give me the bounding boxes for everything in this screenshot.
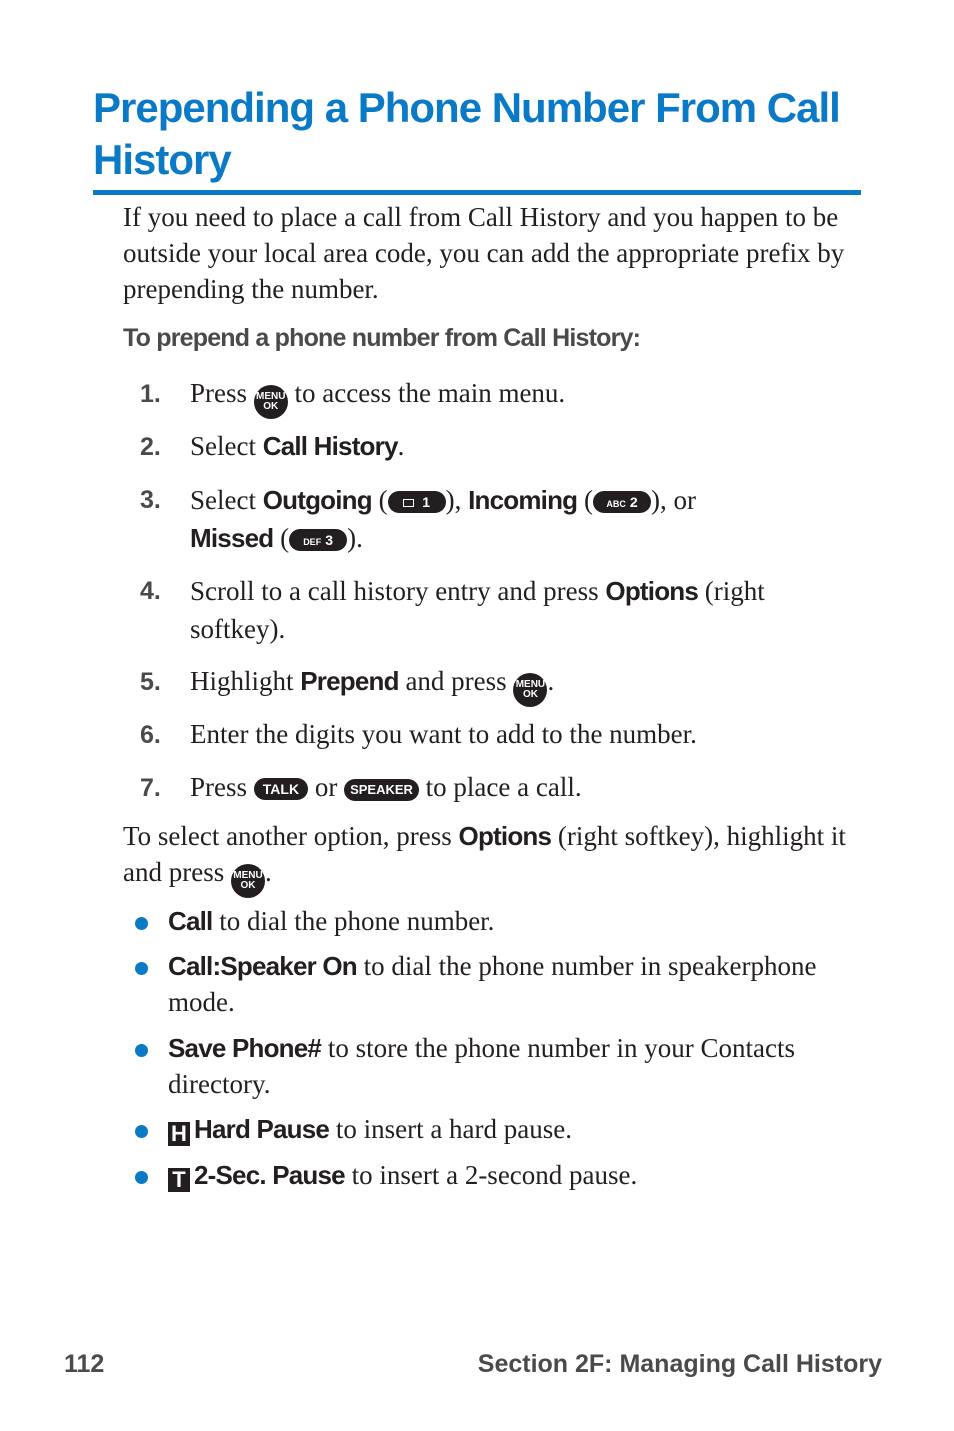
bullet-icon: [135, 962, 148, 975]
talk-key-icon: TALK: [254, 778, 308, 800]
step-text: [190, 375, 860, 419]
option-name: Call: [168, 906, 213, 936]
option-description: to insert a 2-second pause.: [351, 1160, 638, 1190]
step-text-post: to access the main menu.: [294, 378, 566, 408]
step-text-pre: Select: [190, 431, 256, 461]
bullet-icon: [135, 1171, 148, 1184]
bullet-icon: [135, 1044, 148, 1057]
step-text-pre: Press: [190, 378, 248, 408]
step-number: 4.: [140, 577, 161, 605]
step-text: Highlight Prepend and press MENU OK .: [190, 663, 860, 707]
step-text: Select Call History.: [190, 431, 405, 461]
step-number: 7.: [140, 774, 161, 802]
key-1-icon: 1: [388, 491, 446, 513]
bullet-icon: [135, 1125, 148, 1138]
menu-ok-key-icon: MENU OK: [254, 385, 288, 419]
timed-pause-t-icon: T: [168, 1168, 190, 1192]
option-name: Hard Pause: [194, 1114, 330, 1144]
option-name: 2-Sec. Pause: [194, 1160, 345, 1190]
menu-item-incoming: Incoming: [468, 485, 578, 515]
step-text: Scroll to a call history entry and press Options (right softkey).: [190, 576, 765, 644]
step-number: 1.: [140, 380, 161, 408]
step-number: 5.: [140, 668, 161, 696]
step-text: Select Outgoing ( 1 ), Incoming ( ABC 2 ), or Missed ( DEF 3 ).: [190, 485, 696, 553]
hard-pause-h-icon: H: [168, 1122, 190, 1146]
section-title: Section 2F: Managing Call History: [477, 1350, 882, 1378]
option-name: Save Phone#: [168, 1033, 322, 1063]
options-paragraph: To select another option, press Options (right softkey), highlight it and press MENU OK .: [123, 818, 863, 898]
step-text: Press TALK or SPEAKER to place a call.: [190, 772, 582, 802]
menu-item-call-history: Call History: [262, 431, 398, 461]
option-description: to insert a hard pause.: [335, 1114, 572, 1144]
option-description: to store the phone number in your Contacts directory.: [168, 1033, 795, 1099]
step-number: 6.: [140, 721, 161, 749]
key-3-icon: DEF 3: [289, 529, 347, 551]
procedure-heading: To prepend a phone number from Call History:: [123, 324, 641, 352]
key-2-icon: ABC 2: [593, 491, 651, 513]
menu-item-missed: Missed: [190, 523, 274, 553]
bullet-icon: [135, 917, 148, 930]
option-name: Call:Speaker On: [168, 951, 357, 981]
menu-ok-key-icon: MENU OK: [231, 864, 265, 898]
menu-ok-key-icon: MENU OK: [513, 673, 547, 707]
page-title: Prepending a Phone Number From Call History: [93, 82, 861, 195]
step-number: 2.: [140, 433, 161, 461]
softkey-options: Options: [458, 821, 552, 851]
menu-item-outgoing: Outgoing: [262, 485, 372, 515]
intro-paragraph: If you need to place a call from Call History and you happen to be outside your local area code, you can add the appropriate prefix by prepending the number.: [123, 202, 845, 304]
option-description: to dial the phone number.: [219, 906, 495, 936]
step-number: 3.: [140, 486, 161, 514]
menu-item-prepend: Prepend: [300, 666, 399, 696]
page-number: 112: [64, 1350, 105, 1378]
softkey-options: Options: [605, 576, 699, 606]
option-description: to dial the phone number in speakerphone mode.: [168, 951, 817, 1017]
speaker-key-icon: SPEAKER: [344, 779, 419, 801]
step-text: Enter the digits you want to add to the number.: [190, 719, 697, 749]
